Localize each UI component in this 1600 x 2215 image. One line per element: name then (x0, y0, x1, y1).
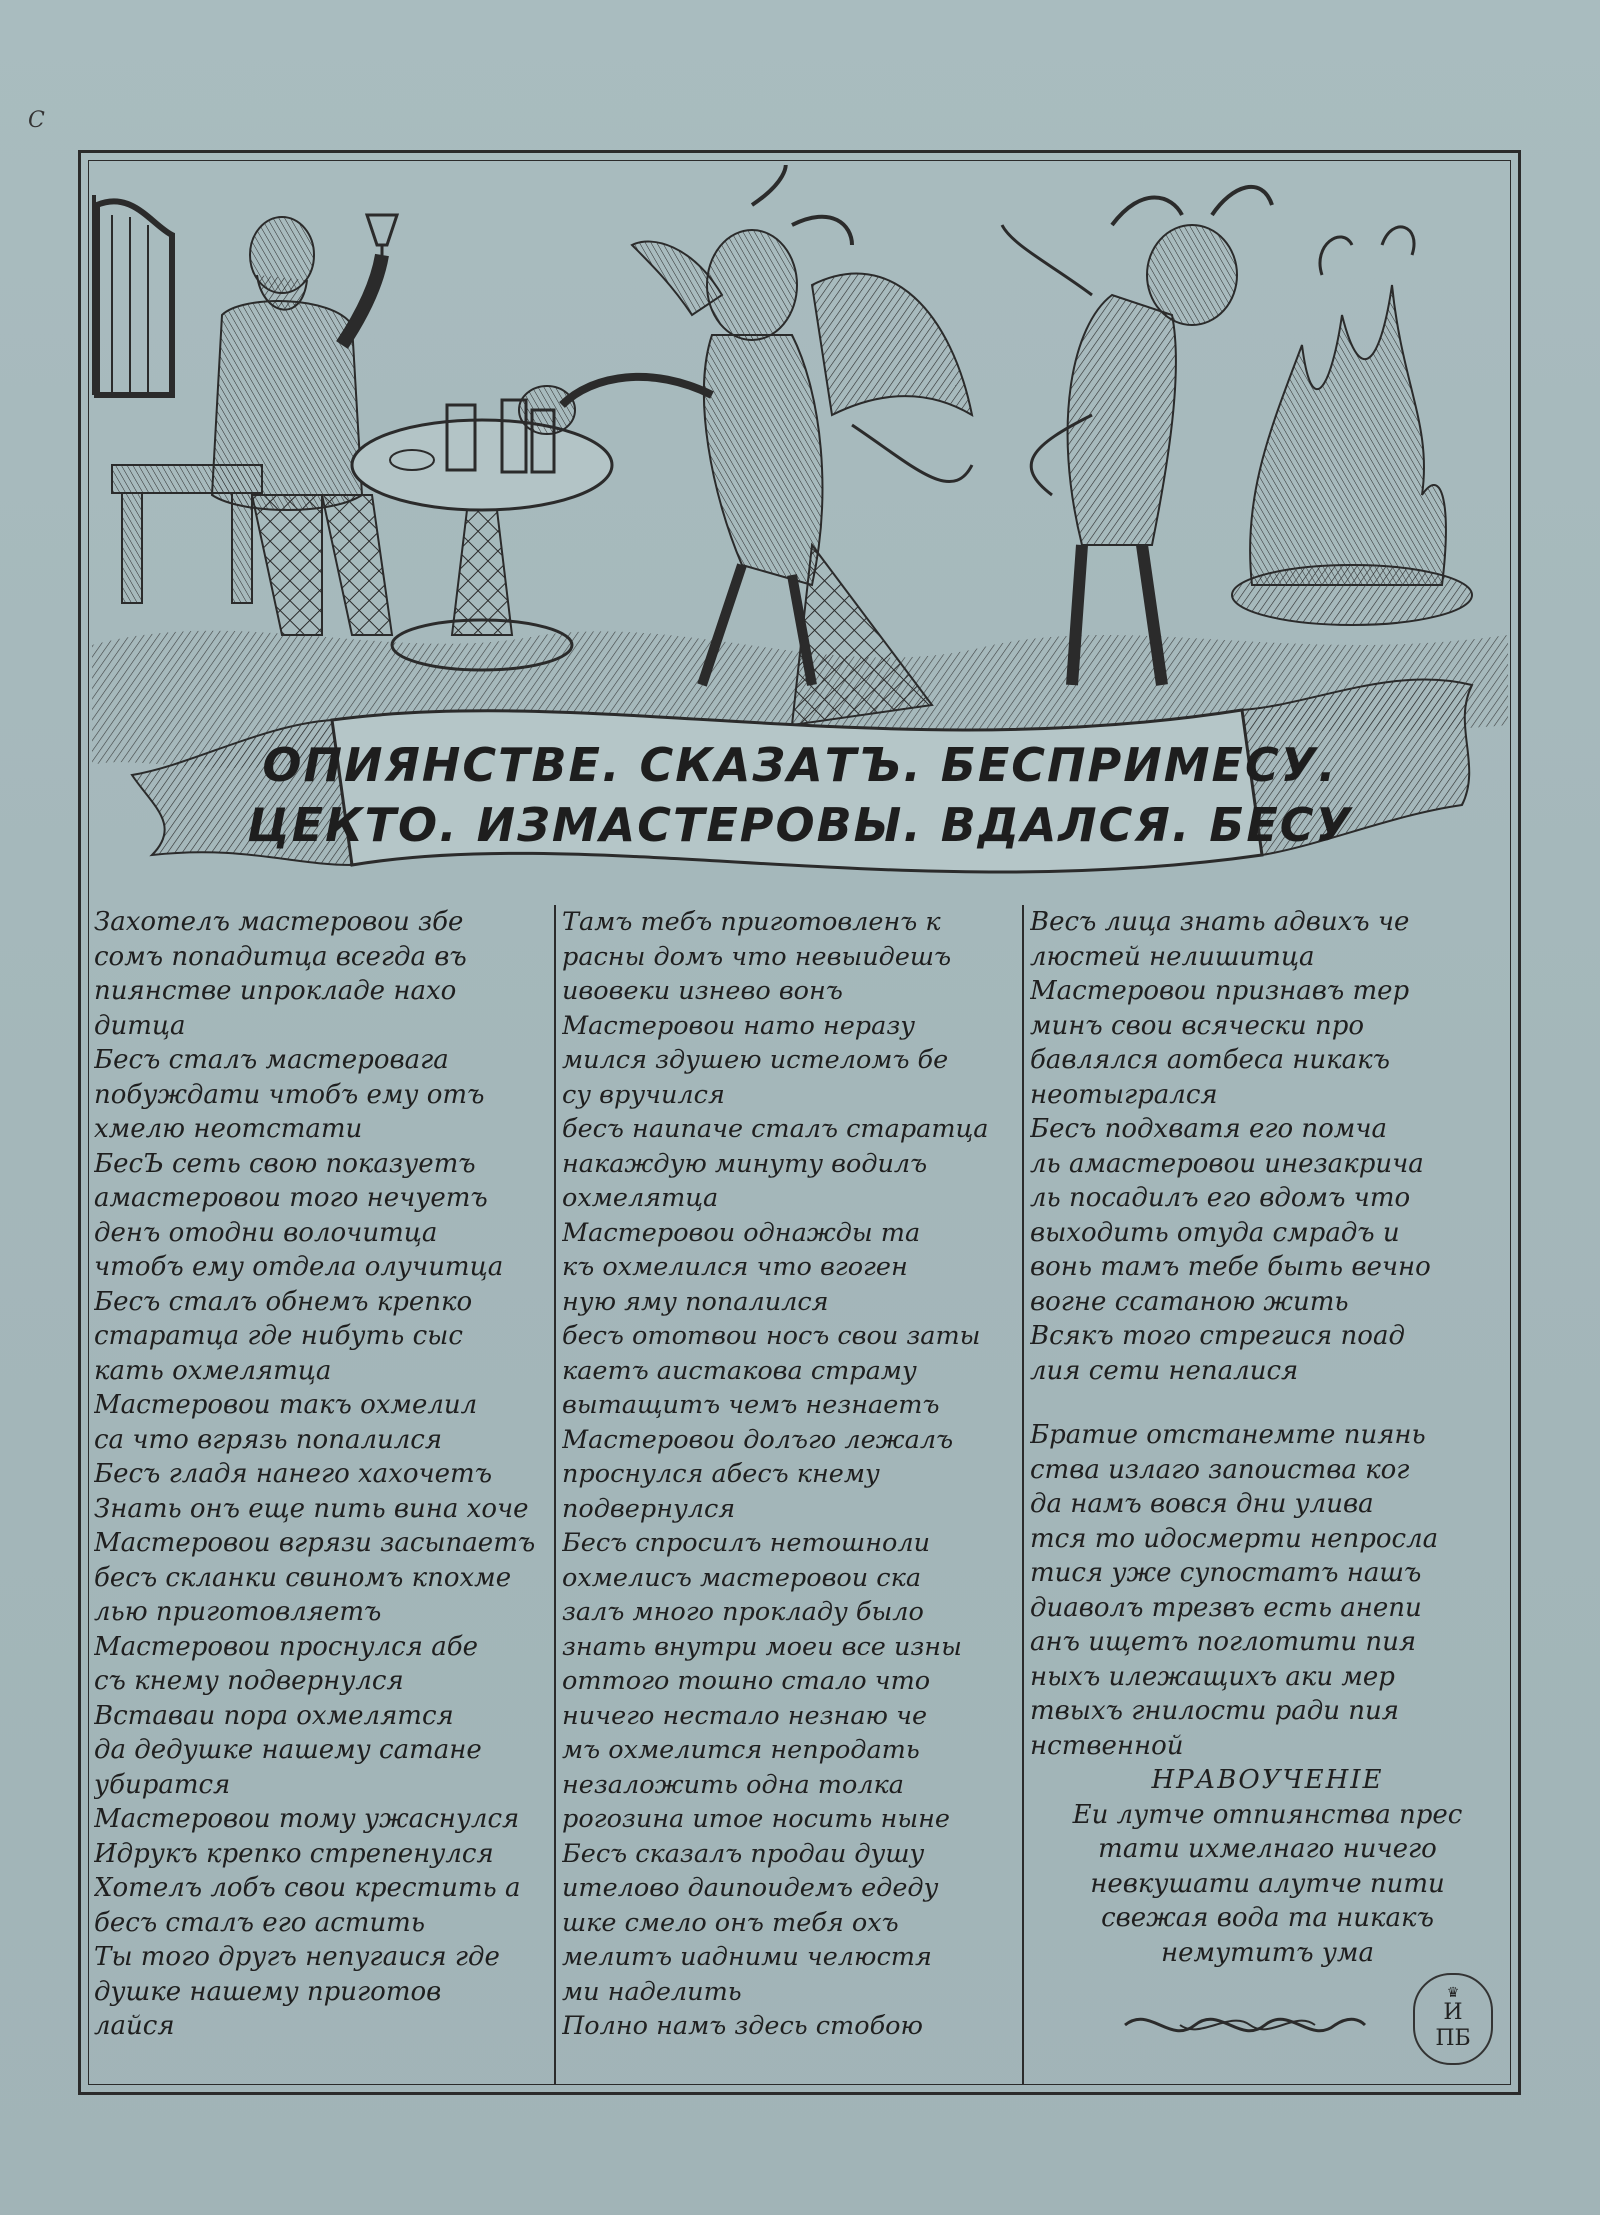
text-line: БесЪ сеть свою показуетъ (94, 1148, 476, 1179)
text-line: бесъ сталъ его астить (94, 1907, 425, 1938)
text-line: бесъ скланки свиномъ кпохме (94, 1562, 512, 1593)
text-column-left (88, 905, 556, 2085)
text-line: сомъ попадитца всегда въ (94, 941, 467, 972)
devil-carrying-man-figure (1002, 187, 1272, 685)
text-line: ную яму попалился (562, 1286, 829, 1317)
text-line: пиянстве ипрокладе нахо (94, 976, 457, 1006)
title-banner (246, 715, 1354, 875)
text-line: тися уже супостатъ нашъ (1030, 1558, 1422, 1588)
text-line: накаждую минуту водилъ (562, 1148, 928, 1179)
text-line: лайся (94, 2011, 175, 2041)
text-line: Хотелъ лобъ свои крестить а (94, 1873, 521, 1903)
text-line: Мастеровои тому ужаснулся (94, 1804, 520, 1834)
text-line: бесъ наипаче сталъ старатца (562, 1114, 989, 1144)
text-line: Мастеровои долъго лежалъ (562, 1424, 954, 1455)
text-line: дитца (94, 1010, 186, 1041)
text-line: ивовеки изнево вонъ (562, 976, 843, 1006)
text-line: бавлялся аотбеса никакъ (1030, 1045, 1391, 1075)
moral-line: свежая вода та никакъ (1101, 1903, 1434, 1933)
text-line: ителово даипоидемъ едеду (562, 1873, 939, 1903)
text-line: расны домъ что невыидешъ (562, 941, 952, 972)
text-line: минъ свои всячески про (1030, 1010, 1364, 1041)
text-line: да дедушке нашему сатане (94, 1735, 482, 1765)
text-line: анъ ищетъ поглотити пия (1030, 1627, 1417, 1657)
text-line: вогне ссатаною жить (1030, 1286, 1349, 1317)
text-line: къ охмелился что вгоген (562, 1252, 908, 1282)
text-line: чтобъ ему отдела олучитца (94, 1252, 504, 1282)
flourish-ornament (1120, 2000, 1370, 2050)
paragraph-gap (1030, 1388, 1505, 1418)
moral-heading: НРАВОУЧЕНІЕ (1151, 1765, 1384, 1795)
text-line: мъ охмелится непродать (562, 1735, 920, 1765)
text-line: Бесъ сказалъ продаи душу (562, 1838, 925, 1869)
moral-line: невкушати алутче пити (1090, 1868, 1445, 1899)
text-line: Бесъ спросилъ нетошноли (562, 1528, 931, 1558)
hellfire-flames (1232, 227, 1472, 625)
moral-line: Еи лутче отпиянства прес (1072, 1799, 1463, 1830)
text-line: Мастеровои такъ охмелил (94, 1390, 478, 1420)
text-line: шке смело онъ тебя охъ (562, 1907, 899, 1938)
text-line: оттого тошно стало что (562, 1666, 931, 1696)
text-line: Бесъ гладя нанего хахочетъ (94, 1459, 493, 1489)
text-line: мелитъ иадними челюстя (562, 1942, 932, 1972)
text-line: да намъ вовся дни улива (1030, 1489, 1374, 1519)
text-line: Мастеровои признавъ тер (1030, 976, 1410, 1006)
text-column-right (1024, 905, 1511, 2085)
text-line: бесъ ототвои носъ свои заты (562, 1321, 981, 1351)
text-line: залъ много прокладу было (562, 1597, 924, 1627)
text-line: тся то идосмерти непросла (1030, 1523, 1439, 1554)
text-line: ми наделить (562, 1976, 742, 2007)
title-line-1: ОПИЯНСТВЕ. СКАЗАТЪ. БЕСПРИМЕСУ. (262, 738, 1338, 792)
text-line: Всякъ того стрегися поад (1030, 1321, 1405, 1351)
text-line: лью приготовляетъ (94, 1597, 382, 1627)
text-line: вытащитъ чемъ незнаетъ (562, 1390, 940, 1420)
text-line: душке нашему приготов (94, 1976, 442, 2007)
text-line: ныхъ илежащихъ аки мер (1030, 1661, 1395, 1692)
text-line: проснулся абесъ кнему (562, 1459, 880, 1489)
text-line: Бесъ сталъ обнемъ крепко (94, 1286, 473, 1317)
text-line: ль посадилъ его вдомъ что (1030, 1183, 1411, 1213)
text-line: Полно намъ здесь стобою (562, 2011, 923, 2041)
text-line: незаложить одна толка (562, 1769, 904, 1800)
text-line: кать охмелятца (94, 1355, 332, 1386)
text-line: Захотелъ мастеровои збе (94, 907, 464, 937)
text-line: Бесъ подхватя его помча (1030, 1114, 1388, 1144)
text-line: мился здушею истеломъ бе (562, 1045, 949, 1075)
text-line: Братие отстанемте пиянь (1030, 1420, 1426, 1450)
text-line: Ты того другъ непугаися где (94, 1942, 500, 1972)
text-line: Весъ лица знать адвихъ че (1030, 907, 1410, 937)
collection-stamp (1413, 1973, 1493, 2065)
text-line: Вставаи пора охмелятся (94, 1700, 454, 1731)
corner-mark: C (28, 108, 45, 133)
text-line: Мастеровои однажды та (562, 1217, 921, 1248)
text-line: люстей нелишитца (1030, 941, 1315, 972)
text-line: рогозина итое носить ныне (562, 1804, 950, 1834)
text-line: ль амастеровои инезакрича (1030, 1148, 1424, 1179)
text-line: знать внутри моеи все изны (562, 1631, 962, 1662)
harp-icon (92, 195, 172, 395)
text-line: са что вгрязь попалился (94, 1424, 443, 1455)
text-line: охмелисъ мастеровои ска (562, 1562, 922, 1593)
text-line: старатца где нибуть сыс (94, 1321, 463, 1351)
text-line: побуждати чтобъ ему отъ (94, 1079, 485, 1110)
moral-line: немутитъ ума (1161, 1937, 1374, 1968)
text-line: Идрукъ крепко стрепенулся (94, 1838, 494, 1869)
text-columns (88, 905, 1511, 2085)
text-line: лия сети непалися (1030, 1355, 1299, 1386)
text-line: амастеровои того нечуетъ (94, 1183, 488, 1213)
stamp-top-letter: И (1443, 2000, 1463, 2025)
text-line: убиратся (94, 1769, 231, 1800)
text-line: Знать онъ еще пить вина хоче (94, 1493, 529, 1524)
text-line: су вручился (562, 1079, 725, 1110)
text-line: неотыгрался (1030, 1079, 1218, 1110)
text-line: Мастеровои проснулся абе (94, 1631, 478, 1662)
text-line: вонь тамъ тебе быть вечно (1030, 1252, 1431, 1282)
text-column-middle (556, 905, 1024, 2085)
text-line: подвернулся (562, 1493, 736, 1524)
text-line: каетъ аистакова страму (562, 1355, 917, 1386)
text-line: охмелятца (562, 1183, 719, 1213)
stamp-bottom-letters: ПБ (1435, 2026, 1471, 2051)
text-line: диаволъ трезвъ есть анепи (1030, 1592, 1422, 1623)
text-line: Бесъ сталъ мастеровага (94, 1045, 449, 1075)
moral-line: тати ихмелнаго ничего (1098, 1834, 1437, 1864)
text-line: нственной (1030, 1730, 1184, 1761)
text-line: ства излаго запоиства ког (1030, 1454, 1410, 1485)
text-line: хмелю неотстати (94, 1114, 363, 1144)
stamp-crown-icon: ♛ (1446, 1985, 1460, 2001)
text-line: ничего нестало незнаю че (562, 1700, 928, 1731)
text-line: Тамъ тебъ приготовленъ к (562, 907, 941, 937)
text-line: денъ отодни волочитца (94, 1217, 438, 1248)
text-line: съ кнему подвернулся (94, 1666, 404, 1696)
text-line: Мастеровои вгрязи засыпаетъ (94, 1528, 536, 1558)
text-line: Мастеровои нато неразу (562, 1010, 916, 1041)
text-line: твыхъ гнилости ради пия (1030, 1696, 1400, 1726)
text-line: выходить отуда смрадъ и (1030, 1217, 1400, 1248)
title-line-2: ЦЕКТО. ИЗМАСТЕРОВЫ. ВДАЛСЯ. БЕСУ (246, 798, 1354, 852)
